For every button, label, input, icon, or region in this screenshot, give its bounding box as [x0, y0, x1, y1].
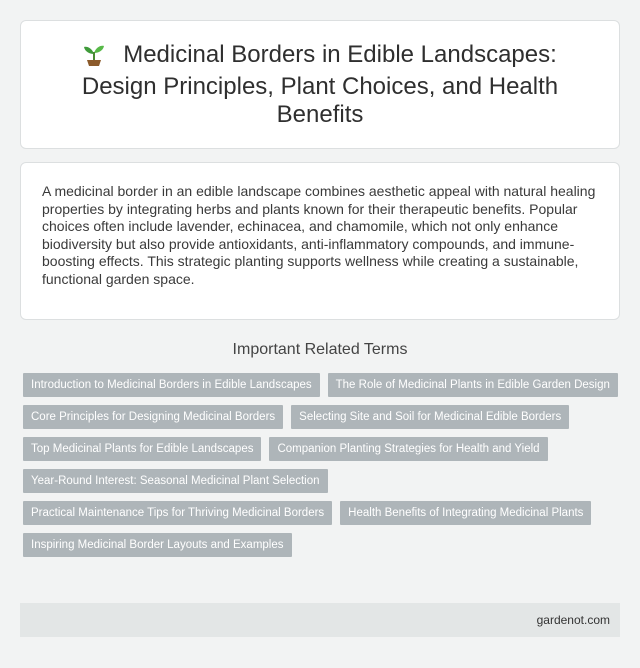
page-title	[61, 41, 579, 129]
title-card	[20, 20, 620, 149]
intro-paragraph: A medicinal border in an edible landscape combines aesthetic appeal with natural healing properties by integrating herbs and plants known for their therapeutic benefits. Popular choices often include lavender, echinacea, and chamomile, which not only enhance biodiversity but also provide antioxidants, anti-inflammatory compounds, and immune-boosting effects. This strategic planting supports wellness while creating a sustainable, functional garden space.	[42, 183, 596, 287]
sprout-icon	[83, 42, 105, 73]
related-terms-heading: Important Related Terms	[232, 341, 408, 358]
term-tag[interactable]: Companion Planting Strategies for Health and Yield	[269, 437, 547, 461]
term-tag[interactable]: Introduction to Medicinal Borders in Edible Landscapes	[23, 373, 320, 397]
term-tag[interactable]: The Role of Medicinal Plants in Edible Garden Design	[328, 373, 618, 397]
related-terms-list	[23, 373, 623, 557]
footer	[20, 603, 620, 637]
term-tag[interactable]: Year-Round Interest: Seasonal Medicinal Plant Selection	[23, 469, 328, 493]
footer-site-link[interactable]: gardenot.com	[536, 613, 610, 627]
term-tag[interactable]: Inspiring Medicinal Border Layouts and Examples	[23, 533, 292, 557]
term-tag[interactable]: Core Principles for Designing Medicinal Borders	[23, 405, 283, 429]
intro-card	[20, 162, 620, 320]
term-tag[interactable]: Practical Maintenance Tips for Thriving Medicinal Borders	[23, 501, 332, 525]
term-tag[interactable]: Top Medicinal Plants for Edible Landscapes	[23, 437, 261, 461]
term-tag[interactable]: Selecting Site and Soil for Medicinal Edible Borders	[291, 405, 569, 429]
page-title-text: Medicinal Borders in Edible Landscapes: Design Principles, Plant Choices, and Health Benefits	[81, 40, 559, 128]
term-tag[interactable]: Health Benefits of Integrating Medicinal Plants	[340, 501, 591, 525]
